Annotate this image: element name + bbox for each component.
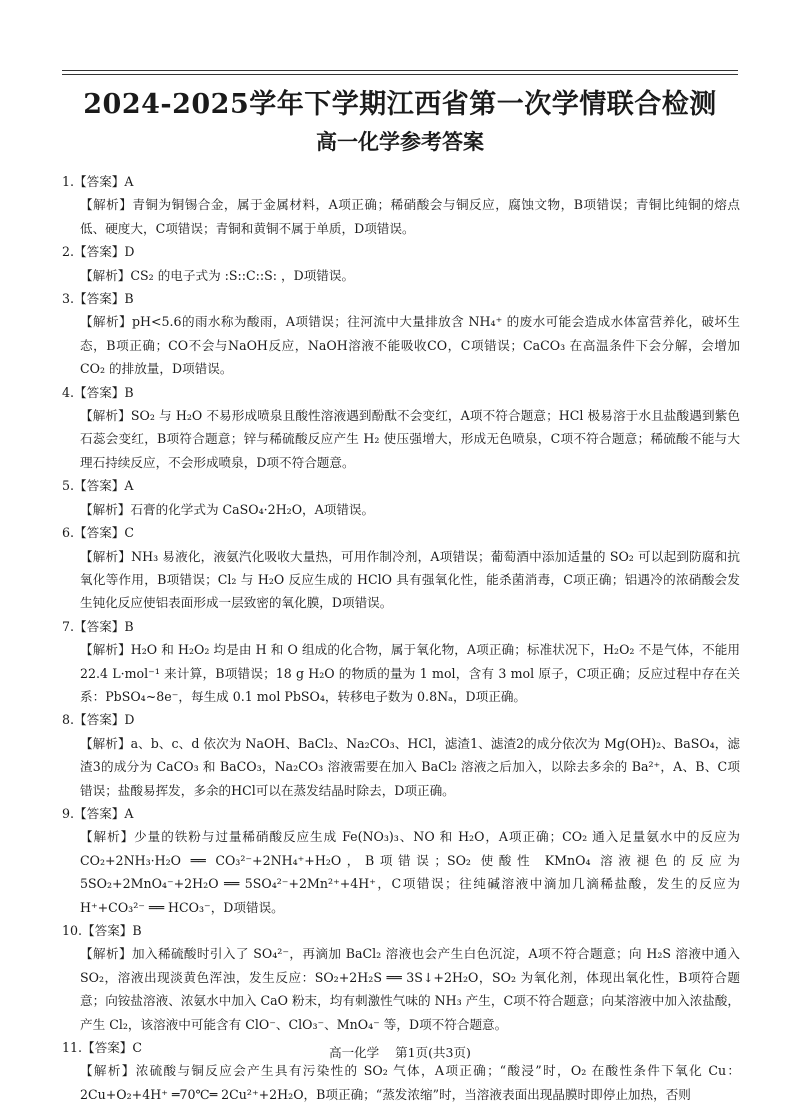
answer-line: 11.【答案】C bbox=[62, 1040, 143, 1056]
explanation-text: 【解析】pH<5.6的雨水称为酸雨，A项错误；往河流中大量排放含 NH₄⁺ 的废水可能会造成水体富营养化，破坏生态，B项正确；CO不会与NaOH反应，NaOH溶液不能吸收CO，C项错误；CaCO₃ 在高温条件下会分解，会增加CO₂ 的排放量，D项错误。 bbox=[80, 314, 740, 377]
explanation-text: 【解析】CS₂ 的电子式为 :S::C::S: ，D项错误。 bbox=[80, 267, 355, 283]
answer-line: 4.【答案】B bbox=[62, 384, 134, 400]
question-item bbox=[62, 474, 740, 521]
header-rule-thick bbox=[62, 70, 738, 71]
question-item bbox=[62, 240, 740, 287]
explanation-text: 【解析】青铜为铜锡合金，属于金属材料，A项正确；稀硝酸会与铜反应，腐蚀文物，B项错误；青铜比纯铜的熔点低、硬度大，C项错误；青铜和黄铜不属于单质，D项错误。 bbox=[80, 197, 740, 236]
question-item bbox=[62, 615, 740, 709]
question-item bbox=[62, 381, 740, 475]
answer-line: 3.【答案】B bbox=[62, 291, 134, 307]
question-item bbox=[62, 170, 740, 240]
answer-line: 7.【答案】B bbox=[62, 618, 134, 634]
explanation-text: 【解析】加入稀硫酸时引入了 SO₄²⁻，再滴加 BaCl₂ 溶液也会产生白色沉淀，A项不符合题意；向 H₂S 溶液中通入 SO₂，溶液出现淡黄色浑浊，发生反应：SO₂+2H₂S ══ 3S↓+2H₂O，SO₂ 为氧化剂，体现出氧化性，B项符合题意；向铵盐溶液、浓氨水中加入 CaO 粉末，均有刺激性气味的 NH₃ 产生，C项不符合题意；向某溶液中加入浓盐酸，产生 Cl₂，该溶液中可能含有 ClO⁻、ClO₃⁻、MnO₄⁻ 等，D项不符合题意。 bbox=[80, 946, 740, 1032]
answer-line: 8.【答案】D bbox=[62, 712, 135, 728]
question-item bbox=[62, 287, 740, 381]
document-subtitle: 高一化学参考答案 bbox=[316, 130, 484, 154]
explanation-text: 【解析】石膏的化学式为 CaSO₄·2H₂O，A项错误。 bbox=[80, 501, 375, 517]
footer-page-number: 第1页(共3页) bbox=[395, 1045, 471, 1060]
footer-subject: 高一化学 bbox=[329, 1045, 380, 1060]
document-title: 2024-2025学年下学期江西省第一次学情联合检测 bbox=[83, 89, 717, 120]
answer-line: 2.【答案】D bbox=[62, 244, 135, 260]
question-item bbox=[62, 919, 740, 1036]
header-rule-thin bbox=[62, 74, 738, 75]
answer-list bbox=[62, 170, 740, 1106]
answer-line: 6.【答案】C bbox=[62, 525, 135, 541]
page-footer bbox=[0, 1043, 800, 1061]
question-item bbox=[62, 802, 740, 919]
answer-line: 5.【答案】A bbox=[62, 478, 134, 494]
answer-line: 1.【答案】A bbox=[62, 174, 134, 189]
answer-line: 10.【答案】B bbox=[62, 923, 142, 938]
explanation-text: 【解析】NH₃ 易液化，液氨汽化吸收大量热，可用作制冷剂，A项错误；葡萄酒中添加适量的 SO₂ 可以起到防腐和抗氧化等作用，B项错误；Cl₂ 与 H₂O 反应生成的 HClO 具有强氧化性，能杀菌消毒，C项正确；铝遇冷的浓硝酸会发生钝化反应使铝表面形成一层致密的氧化膜，D项错误。 bbox=[80, 548, 740, 611]
question-item bbox=[62, 521, 740, 615]
explanation-text: 【解析】a、b、c、d 依次为 NaOH、BaCl₂、Na₂CO₃、HCl，滤渣1、滤渣2的成分依次为 Mg(OH)₂、BaSO₄，滤渣3的成分为 CaCO₃ 和 BaCO₃，Na₂CO₃ 溶液需要在加入 BaCl₂ 溶液之后加入，以除去多余的 Ba²⁺，A、B、C项错误；盐酸易挥发，多余的HCl可以在蒸发结晶时除去，D项正确。 bbox=[80, 735, 740, 798]
answer-line: 9.【答案】A bbox=[62, 805, 134, 821]
explanation-text: 【解析】SO₂ 与 H₂O 不易形成喷泉且酸性溶液遇到酚酞不会变红，A项不符合题意；HCl 极易溶于水且盐酸遇到紫色石蕊会变红，B项符合题意；锌与稀硫酸反应产生 H₂ 使压强增大，形成无色喷泉，C项不符合题意；稀硫酸不能与大理石持续反应，不会形成喷泉，D项不符合题意。 bbox=[80, 408, 740, 470]
explanation-text: 【解析】少量的铁粉与过量稀硝酸反应生成 Fe(NO₃)₃、NO 和 H₂O，A项正确；CO₂ 通入足量氨水中的反应为 CO₂+2NH₃·H₂O ══ CO₃²⁻+2NH₄⁺+H₂O，B项错误；SO₂ 使酸性 KMnO₄ 溶液褪色的反应为 5SO₂+2MnO₄⁻+2H₂O ══ 5SO₄²⁻+2Mn²⁺+4H⁺，C项错误；往纯碱溶液中滴加几滴稀盐酸，发生的反应为 H⁺+CO₃²⁻ ══ HCO₃⁻，D项错误。 bbox=[80, 829, 740, 915]
explanation-text: 【解析】浓硫酸与铜反应会产生具有污染性的 SO₂ 气体，A项正确；“酸浸”时，O₂ 在酸性条件下氧化 Cu：2Cu+O₂+4H⁺ ═70℃═ 2Cu²⁺+2H₂O，B项正确；“蒸发浓缩”时，当溶液表面出现晶膜时即停止加热，否则 bbox=[80, 1063, 740, 1102]
question-item bbox=[62, 708, 740, 802]
explanation-text: 【解析】H₂O 和 H₂O₂ 均是由 H 和 O 组成的化合物，属于氧化物，A项正确；标准状况下，H₂O₂ 不是气体，不能用 22.4 L·mol⁻¹ 来计算，B项错误；18 g H₂O 的物质的量为 1 mol，含有 3 mol 原子，C项正确；反应过程中存在关系：PbSO₄~8e⁻，每生成 0.1 mol PbSO₄，转移电子数为 0.8Nₐ，D项正确。 bbox=[80, 642, 740, 704]
